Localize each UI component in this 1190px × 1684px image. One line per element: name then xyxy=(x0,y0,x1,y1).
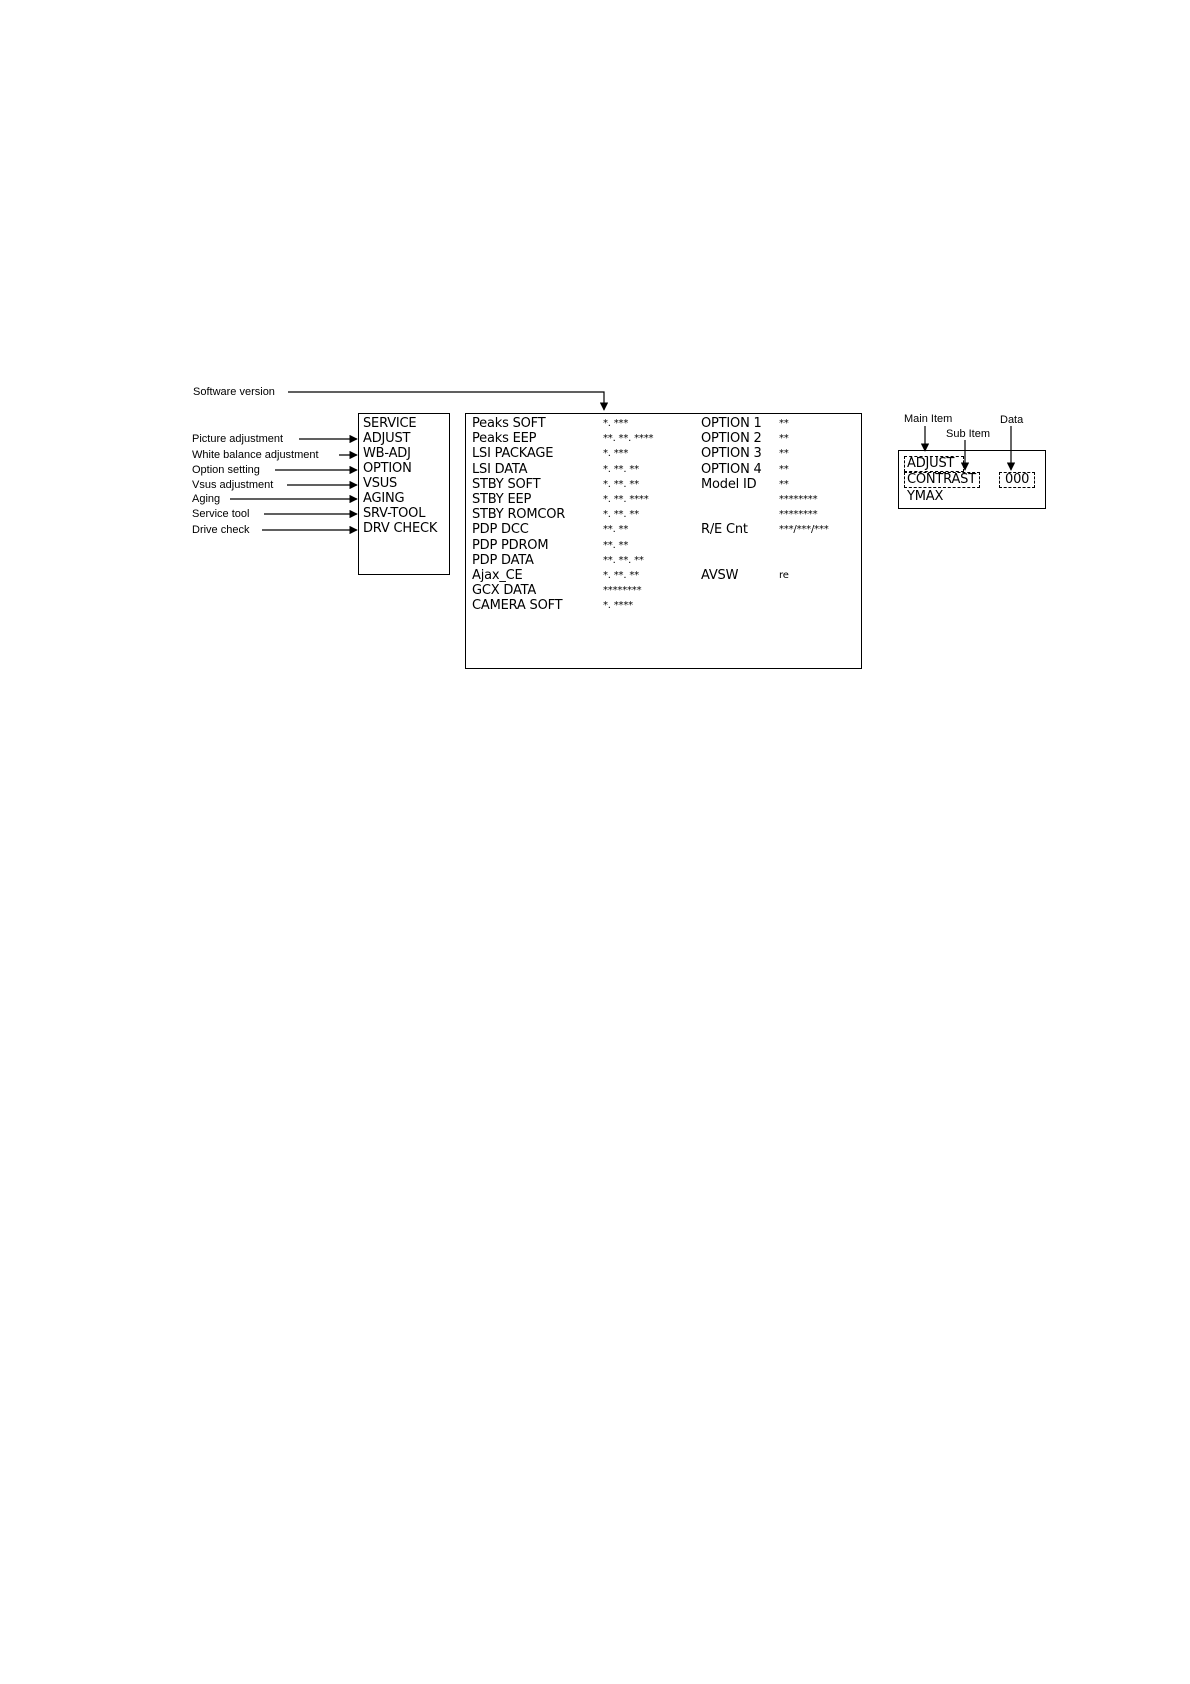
option-setting-label: Option setting xyxy=(192,464,260,476)
menu-item-adjust[interactable]: ADJUST xyxy=(363,431,411,446)
info-left-value: **. **. **** xyxy=(603,433,654,445)
info-left-label: Peaks SOFT xyxy=(472,416,546,431)
info-left-label: STBY EEP xyxy=(472,492,532,507)
info-left-value: **. ** xyxy=(603,539,629,551)
info-left-label: LSI DATA xyxy=(472,461,528,477)
info-left-label: LSI PACKAGE xyxy=(472,446,554,462)
software-version-arrow xyxy=(288,392,604,410)
menu-item-option[interactable]: OPTION xyxy=(363,461,412,476)
picture-adjustment-label: Picture adjustment xyxy=(192,433,284,445)
info-right-label: R/E Cnt xyxy=(701,522,748,538)
info-left-label: STBY ROMCOR xyxy=(472,507,566,523)
info-left-label: PDP PDROM xyxy=(472,537,549,553)
info-left-value: *. **** xyxy=(603,600,633,612)
white-balance-adjustment-label: White balance adjustment xyxy=(192,449,319,461)
example-third-item: YMAX xyxy=(907,489,944,504)
info-left-value: *. **. ** xyxy=(603,478,639,490)
software-info-box xyxy=(465,413,862,669)
info-right-value: ** xyxy=(779,463,789,475)
info-right-label: OPTION 1 xyxy=(701,416,762,431)
info-left-value: *. **. ** xyxy=(603,463,639,475)
info-left-value: *. *** xyxy=(603,418,629,429)
main-item-label: Main Item xyxy=(904,413,953,425)
service-menu-box xyxy=(358,413,450,575)
info-right-value: re xyxy=(779,570,789,581)
info-left-label: PDP DATA xyxy=(472,552,534,568)
info-left-value: *. **. ** xyxy=(603,509,639,521)
example-data-value: 000 xyxy=(1005,472,1030,487)
info-left-value: ******** xyxy=(603,585,642,597)
info-right-label: OPTION 4 xyxy=(701,461,762,477)
sub-item-label: Sub Item xyxy=(946,428,991,440)
info-right-value: ** xyxy=(779,433,789,445)
info-right-value: ******** xyxy=(779,509,818,521)
info-right-label: AVSW xyxy=(701,568,739,583)
info-left-value: **. **. ** xyxy=(603,554,644,566)
drive-check-label: Drive check xyxy=(192,524,250,536)
example-sub-item: CONTRAST xyxy=(907,472,976,487)
info-right-label: Model ID xyxy=(701,476,757,492)
example-main-item: ADJUST xyxy=(907,456,955,471)
menu-item-aging[interactable]: AGING xyxy=(363,491,405,506)
vsus-adjustment-label: Vsus adjustment xyxy=(192,479,274,491)
menu-item-srv-tool[interactable]: SRV-TOOL xyxy=(363,506,426,521)
example-osd-box xyxy=(898,450,1046,509)
software-version-label: Software version xyxy=(193,386,275,398)
data-label: Data xyxy=(1000,414,1024,426)
info-right-value: ** xyxy=(779,448,789,460)
menu-item-service[interactable]: SERVICE xyxy=(363,416,417,431)
menu-item-vsus[interactable]: VSUS xyxy=(363,476,398,491)
service-menu-list xyxy=(363,416,437,536)
info-left-label: STBY SOFT xyxy=(472,476,541,492)
menu-item-wb-adj[interactable]: WB-ADJ xyxy=(363,446,411,461)
aging-label: Aging xyxy=(192,493,221,505)
info-left-value: **. ** xyxy=(603,524,629,536)
info-right-label: OPTION 2 xyxy=(701,431,762,447)
info-left-value: *. **. **** xyxy=(603,494,649,505)
info-left-value: *. **. ** xyxy=(603,570,639,581)
info-left-label: CAMERA SOFT xyxy=(472,598,563,614)
info-left-label: Ajax_CE xyxy=(472,568,523,583)
info-left-label: Peaks EEP xyxy=(472,431,537,447)
info-right-value: ** xyxy=(779,418,789,429)
info-right-label: OPTION 3 xyxy=(701,446,762,462)
service-tool-label: Service tool xyxy=(192,508,250,520)
menu-item-drv-check[interactable]: DRV CHECK xyxy=(363,521,438,536)
info-right-value: ******** xyxy=(779,494,818,505)
info-right-value: ***/***/*** xyxy=(779,524,829,536)
info-left-label: PDP DCC xyxy=(472,522,529,538)
info-left-label: GCX DATA xyxy=(472,583,537,599)
info-left-value: *. *** xyxy=(603,448,629,460)
info-right-value: ** xyxy=(779,478,789,490)
